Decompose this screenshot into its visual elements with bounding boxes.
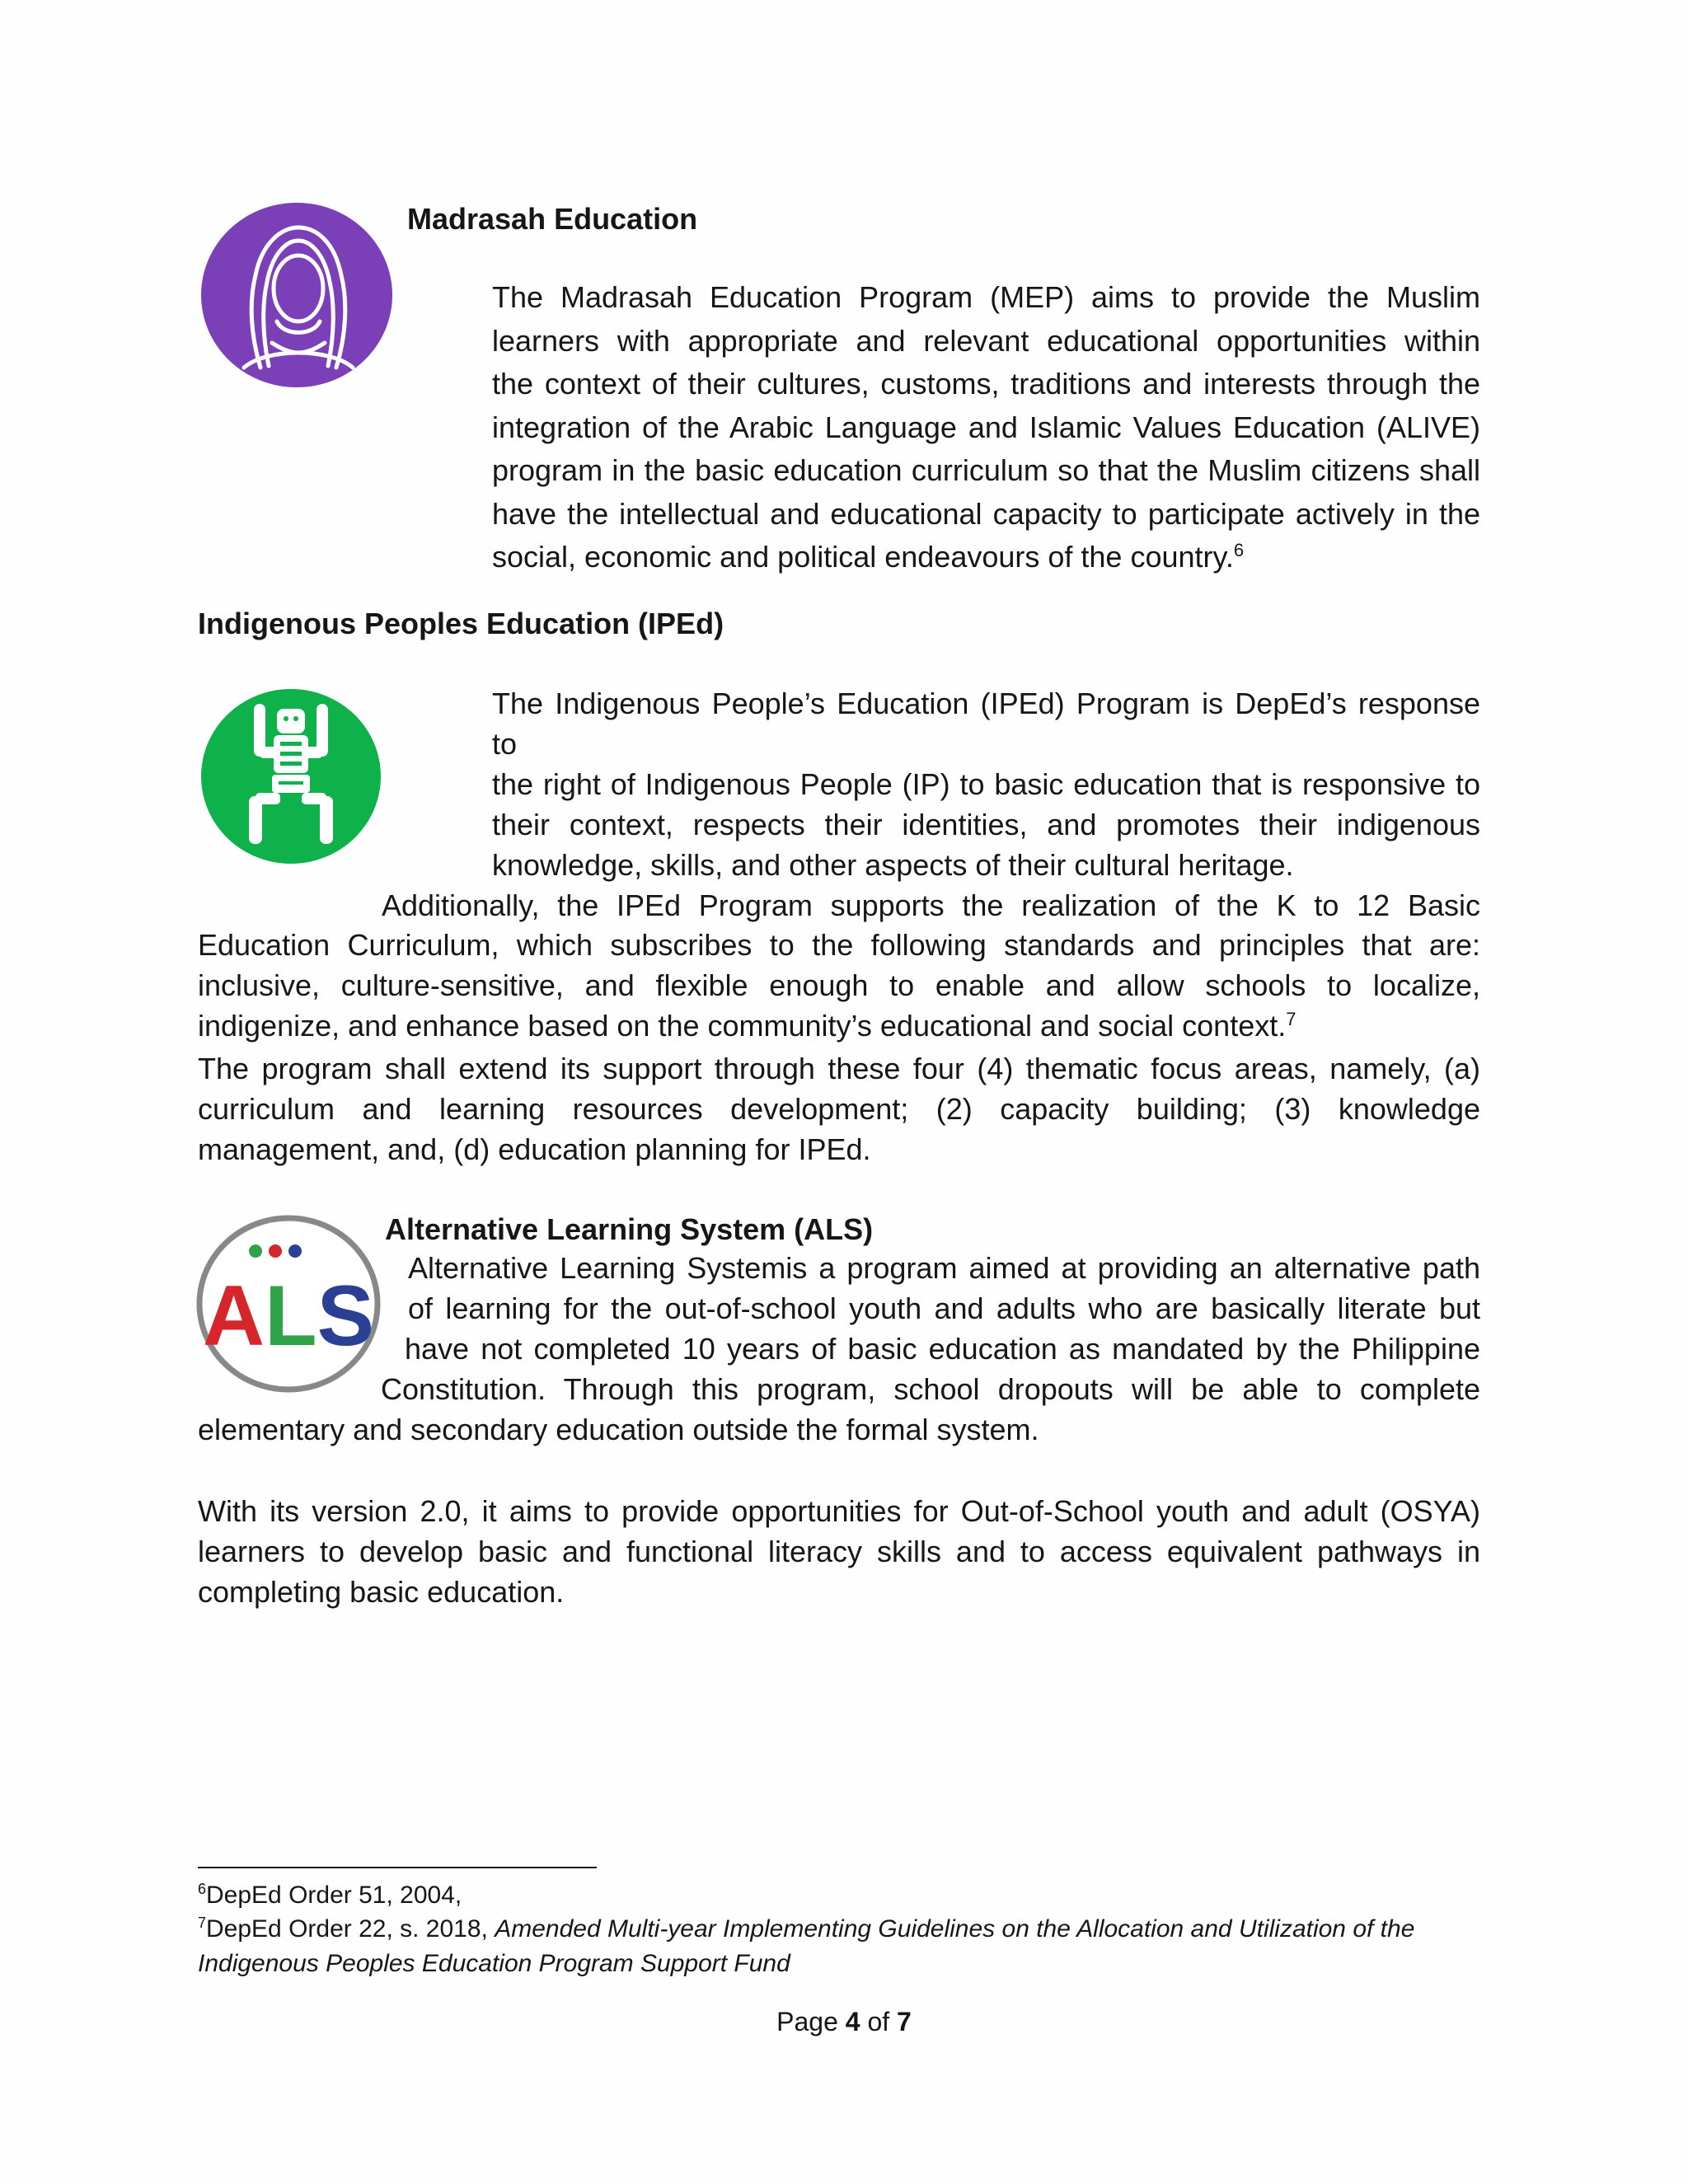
- footnote-divider: [198, 1867, 597, 1868]
- text-line: [198, 1006, 1480, 1047]
- footnote-6: [198, 1878, 462, 1913]
- text-line: their context, respects their identities, and promotes their indigenous: [492, 807, 1480, 841]
- footnote-line: [198, 1912, 1484, 1947]
- text-line: management, and, (d) education planning for IPEd.: [198, 1132, 871, 1166]
- footnote-line: [198, 1947, 1484, 1981]
- footnote-title: Amended Multi-year Implementing Guidelines on the Allocation and Utilization of the: [495, 1915, 1415, 1943]
- text-line: of learning for the out-of-school youth and adults who are basically literate but: [408, 1291, 1480, 1325]
- text-line: The Indigenous People’s Education (IPEd) Program is DepEd’s response to: [492, 687, 1480, 761]
- text-line: elementary and secondary education outside the formal system.: [198, 1412, 1039, 1446]
- text-line: integration of the Arabic Language and Islamic Values Education (ALIVE): [492, 410, 1480, 444]
- hijab-woman-icon: [201, 203, 392, 387]
- footnote-text: DepEd Order 22, s. 2018,: [206, 1915, 495, 1943]
- text-line: Constitution. Through this program, school dropouts will be able to complete: [381, 1371, 1480, 1406]
- footnote-ref-6[interactable]: 6: [1233, 540, 1245, 560]
- page-of: of: [860, 2007, 898, 2036]
- als-version-paragraph: [198, 1492, 1480, 1613]
- text-line: have not completed 10 years of basic education as mandated by the Philippine: [405, 1331, 1480, 1366]
- als-logo-text: ALS: [202, 1268, 375, 1364]
- madrasah-paragraph: [492, 276, 1480, 579]
- iped-thematic-paragraph: [198, 1049, 1480, 1170]
- madrasah-heading: Madrasah Education: [407, 202, 698, 236]
- footnote-number: 7: [198, 1915, 207, 1931]
- text-line: the context of their cultures, customs, traditions and interests through the: [492, 367, 1480, 401]
- footnote-title-cont: Indigenous Peoples Education Program Support Fund: [198, 1950, 790, 1977]
- footnote-number: 6: [198, 1881, 207, 1897]
- text-line: Additionally, the IPEd Program supports the realization of the K to 12 Basic: [382, 888, 1480, 922]
- iped-paragraph: [198, 684, 1480, 1047]
- footnote-ref-7[interactable]: 7: [1286, 1009, 1296, 1030]
- text-line: completing basic education.: [198, 1574, 565, 1609]
- text-line: The program shall extend its support through these four (4) thematic focus areas, namely, (a): [198, 1052, 1480, 1085]
- text-line: curriculum and learning resources development; (2) capacity building; (3) knowledge: [198, 1091, 1480, 1126]
- text-line: the right of Indigenous People (IP) to basic education that is responsive to: [492, 766, 1480, 801]
- current-page: 4: [845, 2007, 860, 2036]
- iped-heading: Indigenous Peoples Education (IPEd): [198, 607, 724, 640]
- text-line: knowledge, skills, and other aspects of their cultural heritage.: [492, 847, 1294, 882]
- total-pages: 7: [897, 2007, 912, 2036]
- page-number: [0, 2007, 1688, 2037]
- text-line-content: indigenize, and enhance based on the community’s educational and social context.: [198, 1009, 1287, 1043]
- text-line: With its version 2.0, it aims to provide opportunities for Out-of-School youth and adult (OSYA): [198, 1494, 1480, 1528]
- text-line: learners to develop basic and functional literacy skills and to access equivalent pathways in: [198, 1534, 1480, 1568]
- text-line: program in the basic education curriculum so that the Muslim citizens shall: [492, 453, 1480, 487]
- footnote-text: DepEd Order 51, 2004,: [206, 1882, 462, 1909]
- text-line: learners with appropriate and relevant educational opportunities within: [492, 323, 1480, 358]
- als-heading: Alternative Learning System (ALS): [385, 1212, 874, 1246]
- text-line-content: social, economic and political endeavours of the country.: [492, 540, 1234, 574]
- text-line: inclusive, culture-sensitive, and flexible enough to enable and allow schools to localize,: [198, 968, 1480, 1003]
- text-line: The Madrasah Education Program (MEP) aims to provide the Muslim: [492, 280, 1480, 314]
- text-line: [492, 536, 1480, 579]
- page-label: Page: [776, 2007, 846, 2036]
- footnote-7: [198, 1912, 1484, 1981]
- text-line: have the intellectual and educational capacity to participate actively in the: [492, 496, 1480, 531]
- text-line: Alternative Learning Systemis a program aimed at providing an alternative path: [408, 1251, 1480, 1285]
- als-paragraph: [198, 1249, 1480, 1451]
- text-line: Education Curriculum, which subscribes to the following standards and principles that are:: [198, 928, 1480, 963]
